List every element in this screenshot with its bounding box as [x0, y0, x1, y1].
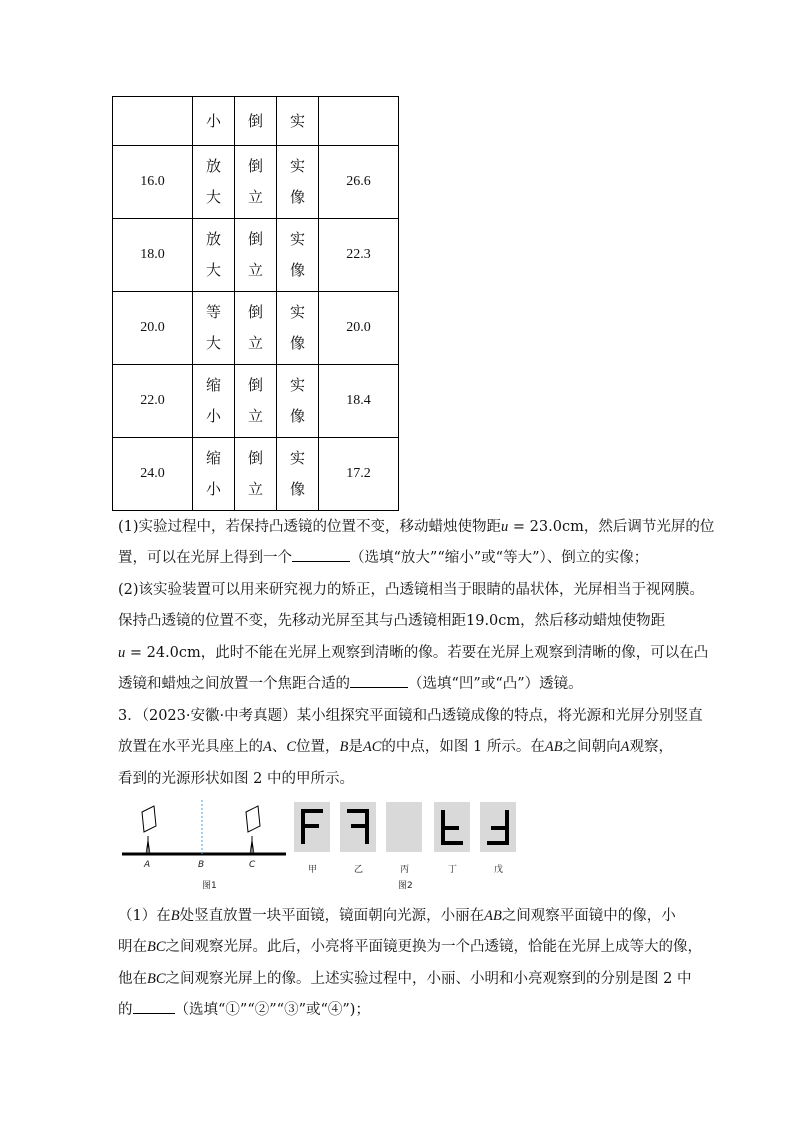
- question-2-line-2: 保持凸透镜的位置不变，先移动光屏至其与凸透镜相距19.0cm，然后移动蜡烛使物距: [118, 613, 666, 629]
- question-3-line-3: 看到的光源形状如图 2 中的甲所示。: [118, 771, 354, 787]
- rotated-f-shape-icon: [480, 802, 516, 852]
- image-distance-cell: 26.6: [319, 146, 399, 219]
- object-distance-cell: 22.0: [113, 365, 193, 438]
- question-3-line-1: 3．（2023·安徽·中考真题）某小组探究平面镜和凸透镜成像的特点，将光源和光屏分别竖直: [118, 708, 703, 724]
- table-row: [113, 292, 399, 365]
- question-3-1-line-3: 他在BC之间观察光屏上的像。上述实验过程中，小丽、小明和小亮观察到的分别是图 2 中: [118, 971, 692, 987]
- image-tile-jia: [294, 802, 330, 852]
- tile-label: 丁: [448, 865, 458, 875]
- figure-1-caption: 图1: [202, 881, 217, 891]
- image-distance-cell: 22.3: [319, 219, 399, 292]
- image-kind-cell: 实 像: [277, 438, 319, 511]
- image-tile-bing: [386, 802, 422, 852]
- image-size-cell: 缩 小: [193, 438, 235, 511]
- light-screen-icon: [246, 806, 260, 854]
- image-size-cell: 缩 小: [193, 365, 235, 438]
- table-row: [113, 146, 399, 219]
- object-distance-cell: 20.0: [113, 292, 193, 365]
- object-distance-cell: 16.0: [113, 146, 193, 219]
- point-label-c: C: [249, 860, 256, 870]
- image-size-cell: 放 大: [193, 146, 235, 219]
- f-shape-icon: [294, 802, 330, 852]
- image-orientation-cell: 倒 立: [235, 292, 277, 365]
- question-3-line-2: 放置在水平光具座上的A、C位置，B是AC的中点，如图 1 所示。在AB之间朝向A观察，: [118, 739, 673, 755]
- question-2-line-4: 透镜和蜡烛之间放置一个焦距合适的 （选填“凹”或“凸”）透镜。: [118, 676, 583, 692]
- flipped-f-shape-icon: [434, 802, 470, 852]
- image-kind-cell: 实 像: [277, 292, 319, 365]
- image-orientation-cell: 倒 立: [235, 365, 277, 438]
- experiment-table: [112, 96, 399, 511]
- question-3-1-line-1: （1）在B处竖直放置一块平面镜，镜面朝向光源，小丽在AB之间观察平面镜中的像，小: [118, 908, 676, 924]
- question-2-line-3: u = 24.0cm，此时不能在光屏上观察到清晰的像。若要在光屏上观察到清晰的像，可以在凸: [118, 645, 709, 661]
- answer-blank[interactable]: [133, 1000, 175, 1014]
- image-size-cell: 放 大: [193, 219, 235, 292]
- image-kind-cell: 实 像: [277, 146, 319, 219]
- point-label-a: A: [144, 860, 151, 870]
- table-row: [113, 97, 399, 146]
- point-label-b: B: [198, 860, 205, 870]
- question-1-line-2: 置，可以在光屏上得到一个 （选填“放大”“缩小”或“等大”）、倒立的实像；: [118, 550, 649, 566]
- tile-label: 甲: [308, 865, 318, 875]
- question-2-line-1: (2)该实验装置可以用来研究视力的矫正，凸透镜相当于眼睛的晶状体，光屏相当于视网膜。: [118, 582, 705, 598]
- image-orientation-cell: 倒 立: [235, 146, 277, 219]
- table-cell: 倒: [235, 97, 277, 146]
- image-distance-cell: 18.4: [319, 365, 399, 438]
- image-orientation-cell: 倒 立: [235, 438, 277, 511]
- image-size-cell: 等 大: [193, 292, 235, 365]
- question-3-1-line-4: 的 （选填“①”“②”“③”或“④”)；: [118, 1002, 370, 1018]
- tile-label: 乙: [354, 865, 364, 875]
- image-tile-ding: [434, 802, 470, 852]
- table-cell: [319, 97, 399, 146]
- figure-2-caption: 图2: [398, 881, 413, 891]
- table-cell: 实: [277, 97, 319, 146]
- image-tile-yi: [340, 802, 376, 852]
- table-cell: 小: [193, 97, 235, 146]
- tile-label: 丙: [400, 865, 410, 875]
- image-kind-cell: 实 像: [277, 365, 319, 438]
- table-cell: [113, 97, 193, 146]
- mirrored-f-shape-icon: [340, 802, 376, 852]
- image-orientation-cell: 倒 立: [235, 219, 277, 292]
- object-distance-cell: 18.0: [113, 219, 193, 292]
- image-kind-cell: 实 像: [277, 219, 319, 292]
- answer-blank[interactable]: [350, 674, 408, 688]
- image-distance-cell: 20.0: [319, 292, 399, 365]
- table-row: [113, 219, 399, 292]
- question-1-line-1: (1)实验过程中，若保持凸透镜的位置不变，移动蜡烛使物距u = 23.0cm，然后调节光屏的位: [118, 519, 715, 535]
- table-row: [113, 365, 399, 438]
- light-source-icon: [142, 806, 156, 854]
- answer-blank[interactable]: [292, 548, 350, 562]
- image-tile-wu: [480, 802, 516, 852]
- figure-1-diagram: [118, 796, 288, 886]
- tile-label: 戊: [494, 865, 504, 875]
- image-distance-cell: 17.2: [319, 438, 399, 511]
- question-3-1-line-2: 明在BC之间观察光屏。此后，小亮将平面镜更换为一个凸透镜，恰能在光屏上成等大的像，: [118, 939, 703, 955]
- figure-area: [118, 796, 528, 894]
- table-row: [113, 438, 399, 511]
- object-distance-cell: 24.0: [113, 438, 193, 511]
